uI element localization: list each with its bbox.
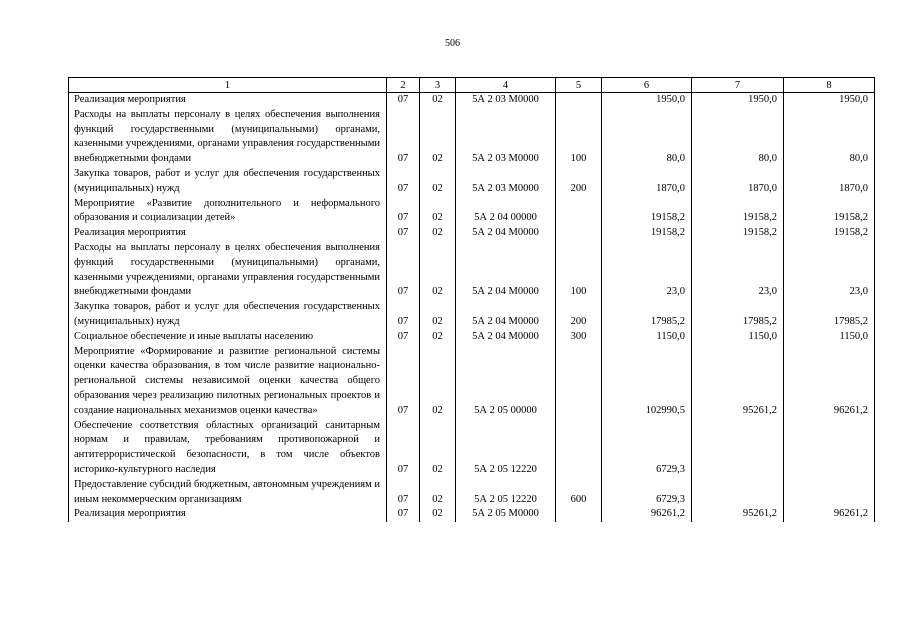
column-header: 2 [387, 78, 420, 93]
amount-cell: 1870,0 [784, 167, 875, 197]
expense-type-cell [556, 197, 602, 227]
table-row [69, 93, 875, 108]
expense-type-cell [556, 419, 602, 478]
budget-table [68, 77, 875, 522]
table-row [69, 478, 875, 508]
amount-cell: 19158,2 [602, 197, 692, 227]
target-article-cell: 5А 2 03 М0000 [456, 167, 556, 197]
header-row [69, 78, 875, 93]
item-name-cell: Расходы на выплаты персоналу в целях обеспечения выполнения функций государственными (муниципальными) органами, казенными учреждениями, органами управления государственными внебюджетными фондами [69, 241, 387, 300]
section-code-cell: 07 [387, 167, 420, 197]
amount-cell: 80,0 [692, 108, 784, 167]
amount-cell [692, 478, 784, 508]
amount-cell: 95261,2 [692, 507, 784, 522]
amount-cell: 102990,5 [602, 345, 692, 419]
expense-type-cell [556, 93, 602, 108]
item-name-cell: Обеспечение соответствия областных организаций санитарным нормам и правилам, требованиям противопожарной и антитеррористической безопасности, в том числе объектов историко-культурного наследия [69, 419, 387, 478]
target-article-cell: 5А 2 05 12220 [456, 478, 556, 508]
amount-cell: 1150,0 [692, 330, 784, 345]
table-row [69, 330, 875, 345]
amount-cell: 19158,2 [784, 226, 875, 241]
target-article-cell: 5А 2 05 00000 [456, 345, 556, 419]
target-article-cell: 5А 2 04 М0000 [456, 226, 556, 241]
section-code-cell: 07 [387, 197, 420, 227]
amount-cell: 1150,0 [602, 330, 692, 345]
table-row [69, 226, 875, 241]
expense-type-cell: 600 [556, 478, 602, 508]
section-code-cell: 07 [387, 419, 420, 478]
column-header: 3 [420, 78, 456, 93]
amount-cell: 1950,0 [784, 93, 875, 108]
amount-cell: 19158,2 [692, 197, 784, 227]
column-header: 8 [784, 78, 875, 93]
table-row [69, 300, 875, 330]
subsection-code-cell: 02 [420, 478, 456, 508]
item-name-cell: Социальное обеспечение и иные выплаты населению [69, 330, 387, 345]
table-header [69, 78, 875, 93]
subsection-code-cell: 02 [420, 345, 456, 419]
amount-cell: 17985,2 [692, 300, 784, 330]
item-name-cell: Мероприятие «Формирование и развитие региональной системы оценки качества образования, в том числе развитие национально-региональной системы независимой оценки качества общего образования через реализацию пилотных региональных проектов и создание национальных механизмов оценки качества» [69, 345, 387, 419]
target-article-cell: 5А 2 05 12220 [456, 419, 556, 478]
subsection-code-cell: 02 [420, 197, 456, 227]
table-row [69, 197, 875, 227]
subsection-code-cell: 02 [420, 226, 456, 241]
target-article-cell: 5А 2 03 М0000 [456, 108, 556, 167]
amount-cell: 23,0 [602, 241, 692, 300]
subsection-code-cell: 02 [420, 108, 456, 167]
section-code-cell: 07 [387, 330, 420, 345]
item-name-cell: Предоставление субсидий бюджетным, автономным учреждениям и иным некоммерческим организациям [69, 478, 387, 508]
target-article-cell: 5А 2 03 М0000 [456, 93, 556, 108]
page-number: 506 [445, 38, 460, 49]
section-code-cell: 07 [387, 241, 420, 300]
amount-cell: 23,0 [692, 241, 784, 300]
subsection-code-cell: 02 [420, 419, 456, 478]
column-header: 5 [556, 78, 602, 93]
table-row [69, 507, 875, 522]
column-header: 4 [456, 78, 556, 93]
expense-type-cell: 100 [556, 241, 602, 300]
table-body [69, 93, 875, 523]
section-code-cell: 07 [387, 507, 420, 522]
target-article-cell: 5А 2 04 М0000 [456, 241, 556, 300]
amount-cell: 1950,0 [602, 93, 692, 108]
item-name-cell: Закупка товаров, работ и услуг для обеспечения государственных (муниципальных) нужд [69, 300, 387, 330]
amount-cell: 1870,0 [602, 167, 692, 197]
column-header: 7 [692, 78, 784, 93]
target-article-cell: 5А 2 05 М0000 [456, 507, 556, 522]
amount-cell: 17985,2 [784, 300, 875, 330]
item-name-cell: Реализация мероприятия [69, 507, 387, 522]
amount-cell [784, 419, 875, 478]
subsection-code-cell: 02 [420, 93, 456, 108]
expense-type-cell [556, 345, 602, 419]
amount-cell [692, 419, 784, 478]
expense-type-cell [556, 226, 602, 241]
expense-type-cell: 200 [556, 167, 602, 197]
amount-cell: 96261,2 [602, 507, 692, 522]
table-row [69, 167, 875, 197]
table-row [69, 241, 875, 300]
amount-cell: 96261,2 [784, 507, 875, 522]
item-name-cell: Реализация мероприятия [69, 226, 387, 241]
amount-cell: 1950,0 [692, 93, 784, 108]
subsection-code-cell: 02 [420, 167, 456, 197]
subsection-code-cell: 02 [420, 241, 456, 300]
amount-cell: 1870,0 [692, 167, 784, 197]
amount-cell: 6729,3 [602, 478, 692, 508]
section-code-cell: 07 [387, 93, 420, 108]
expense-type-cell: 300 [556, 330, 602, 345]
expense-type-cell [556, 507, 602, 522]
amount-cell: 80,0 [784, 108, 875, 167]
item-name-cell: Реализация мероприятия [69, 93, 387, 108]
column-header: 1 [69, 78, 387, 93]
amount-cell [784, 478, 875, 508]
subsection-code-cell: 02 [420, 300, 456, 330]
amount-cell: 19158,2 [602, 226, 692, 241]
amount-cell: 6729,3 [602, 419, 692, 478]
section-code-cell: 07 [387, 300, 420, 330]
target-article-cell: 5А 2 04 М0000 [456, 300, 556, 330]
section-code-cell: 07 [387, 345, 420, 419]
section-code-cell: 07 [387, 226, 420, 241]
item-name-cell: Расходы на выплаты персоналу в целях обеспечения выполнения функций государственными (муниципальными) органами, казенными учреждениями, органами управления государственными внебюджетными фондами [69, 108, 387, 167]
amount-cell: 19158,2 [692, 226, 784, 241]
table-row [69, 345, 875, 419]
subsection-code-cell: 02 [420, 507, 456, 522]
target-article-cell: 5А 2 04 00000 [456, 197, 556, 227]
amount-cell: 1150,0 [784, 330, 875, 345]
section-code-cell: 07 [387, 478, 420, 508]
target-article-cell: 5А 2 04 М0000 [456, 330, 556, 345]
expense-type-cell: 100 [556, 108, 602, 167]
subsection-code-cell: 02 [420, 330, 456, 345]
amount-cell: 19158,2 [784, 197, 875, 227]
table-row [69, 108, 875, 167]
table-row [69, 419, 875, 478]
amount-cell: 95261,2 [692, 345, 784, 419]
item-name-cell: Мероприятие «Развитие дополнительного и неформального образования и социализации детей» [69, 197, 387, 227]
amount-cell: 17985,2 [602, 300, 692, 330]
expense-type-cell: 200 [556, 300, 602, 330]
item-name-cell: Закупка товаров, работ и услуг для обеспечения государственных (муниципальных) нужд [69, 167, 387, 197]
column-header: 6 [602, 78, 692, 93]
amount-cell: 23,0 [784, 241, 875, 300]
amount-cell: 96261,2 [784, 345, 875, 419]
amount-cell: 80,0 [602, 108, 692, 167]
section-code-cell: 07 [387, 108, 420, 167]
